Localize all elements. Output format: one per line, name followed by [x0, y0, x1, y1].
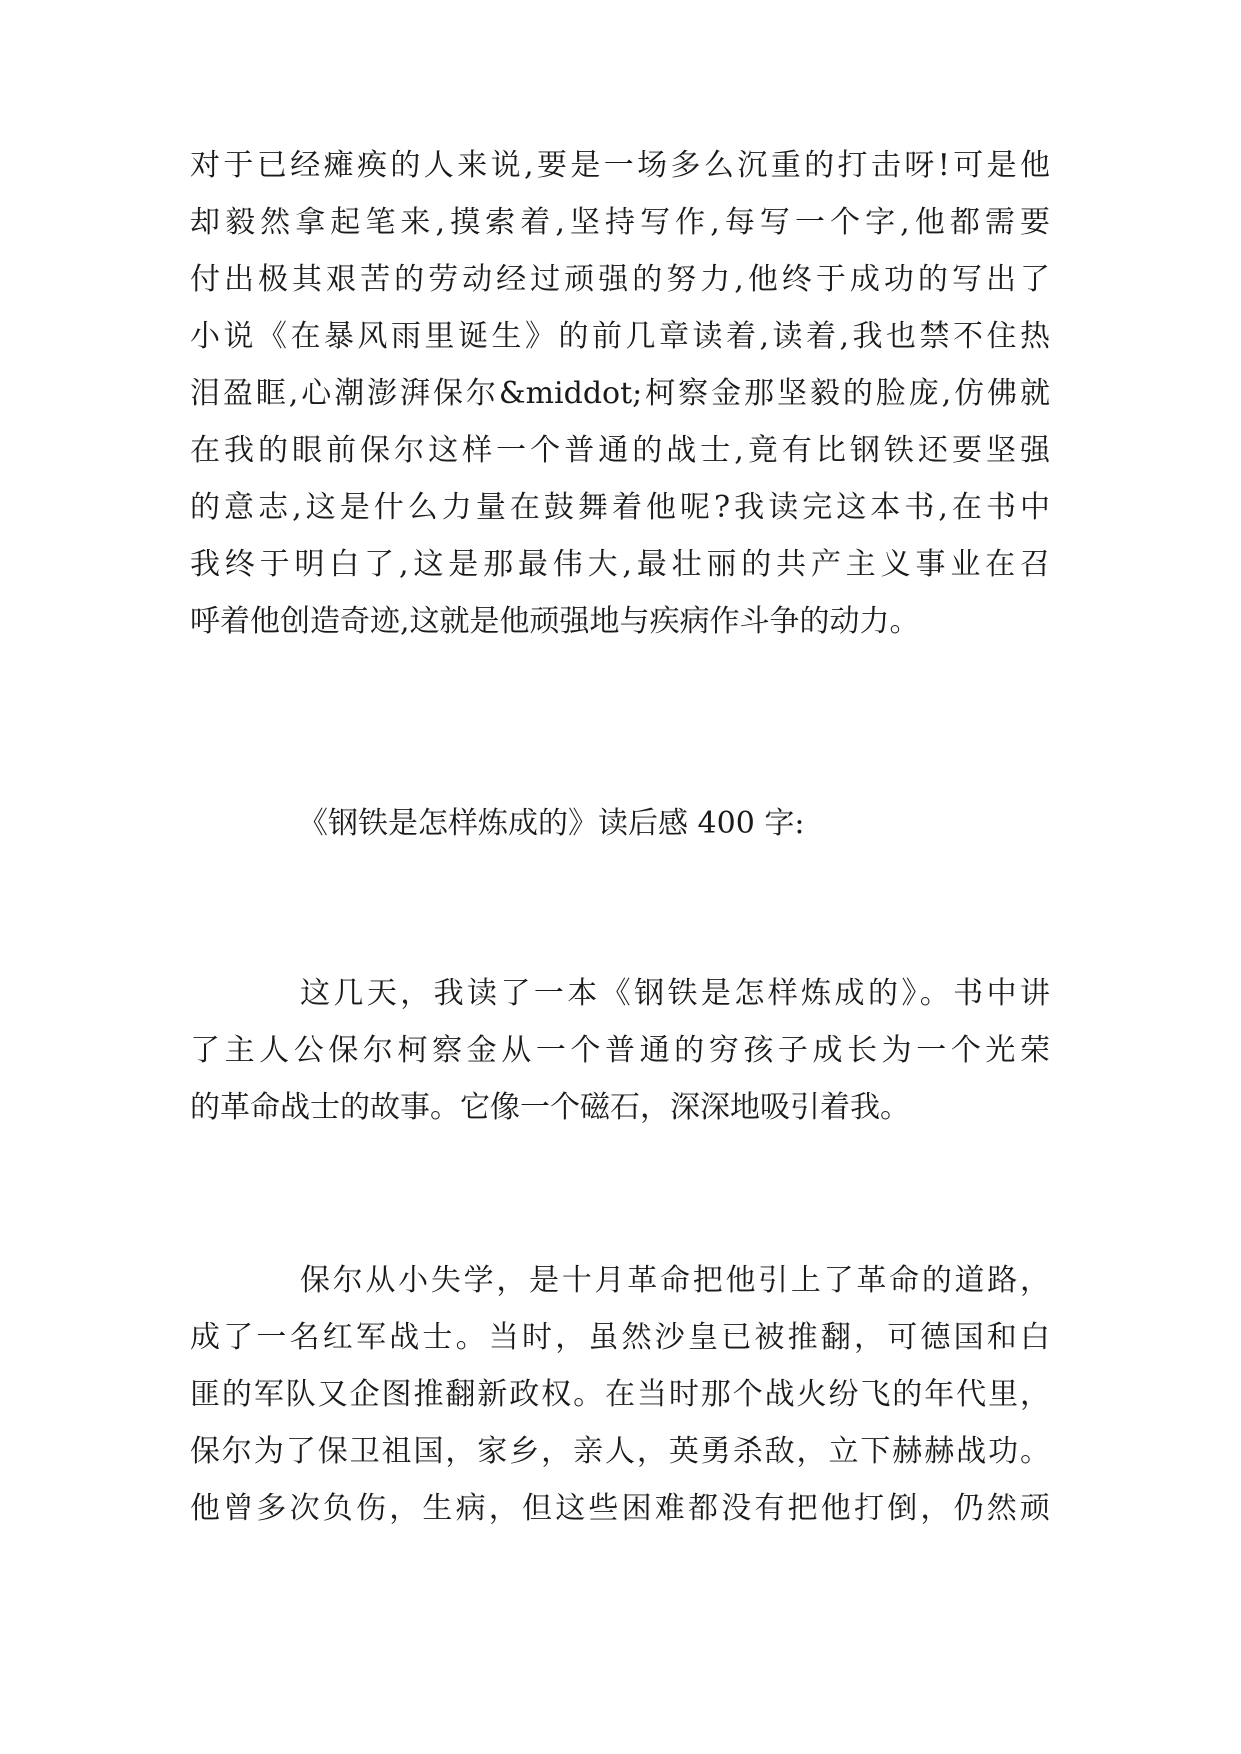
text-line: 成了一名红军战士。当时，虽然沙皇已被推翻，可德国和白 [190, 1320, 1050, 1355]
text-line: 这几天，我读了一本《钢铁是怎样炼成的》。书中讲 [300, 976, 1050, 1011]
text-line: 他曾多次负伤，生病，但这些困难都没有把他打倒，仍然顽 [190, 1491, 1050, 1526]
section-heading: 《钢铁是怎样炼成的》读后感 400 字: [298, 806, 805, 841]
text-line: 的意志,这是什么力量在鼓舞着他呢?我读完这本书,在书中 [190, 490, 1050, 525]
text-line: 保尔从小失学，是十月革命把他引上了革命的道路， [300, 1263, 1050, 1298]
paragraph-2 [190, 965, 1050, 1136]
text-line: 在我的眼前保尔这样一个普通的战士,竟有比钢铁还要坚强 [190, 433, 1050, 468]
text-line: 我终于明白了,这是那最伟大,最壮丽的共产主义事业在召 [190, 547, 1050, 582]
paragraph-3 [190, 1252, 1050, 1537]
text-line: 小说《在暴风雨里诞生》的前几章读着,读着,我也禁不住热 [190, 319, 1050, 354]
text-line: 匪的军队又企图推翻新政权。在当时那个战火纷飞的年代里， [190, 1377, 1050, 1412]
text-line: 泪盈眶,心潮澎湃保尔&middot;柯察金那坚毅的脸庞,仿佛就 [190, 376, 1050, 411]
text-line: 呼着他创造奇迹,这就是他顽强地与疾病作斗争的动力。 [190, 604, 920, 639]
text-line: 保尔为了保卫祖国，家乡，亲人，英勇杀敌，立下赫赫战功。 [190, 1434, 1050, 1469]
text-line: 付出极其艰苦的劳动经过顽强的努力,他终于成功的写出了 [190, 262, 1050, 297]
text-line: 对于已经瘫痪的人来说,要是一场多么沉重的打击呀!可是他 [190, 148, 1050, 183]
paragraph-1 [190, 137, 1050, 650]
text-line: 却毅然拿起笔来,摸索着,坚持写作,每写一个字,他都需要 [190, 205, 1050, 240]
text-line: 的革命战士的故事。它像一个磁石，深深地吸引着我。 [190, 1090, 910, 1125]
text-line: 了主人公保尔柯察金从一个普通的穷孩子成长为一个光荣 [190, 1033, 1050, 1068]
